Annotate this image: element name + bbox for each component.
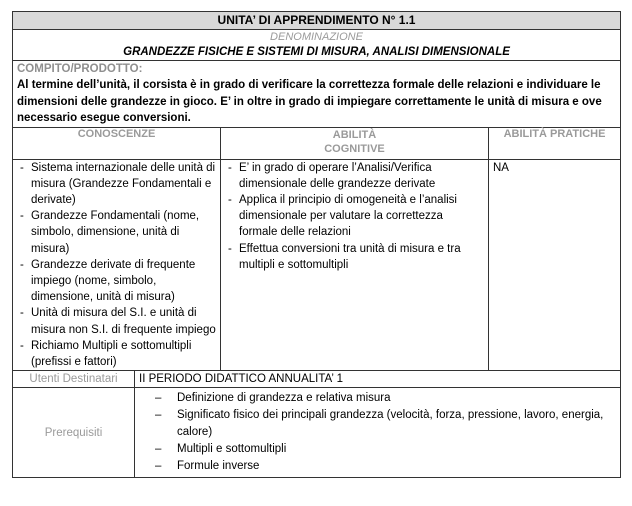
denominazione-label: DENOMINAZIONE <box>270 31 363 43</box>
list-item: - Grandezze Fondamentali (nome, simbolo, dimensione, unità di misura) <box>17 208 216 257</box>
denominazione-value: GRANDEZZE FISICHE E SISTEMI DI MISURA, ANALISI DIMENSIONALE <box>123 46 510 58</box>
abilita-cognitive-cell <box>221 159 489 371</box>
abilita-pratiche-value: NA <box>493 161 509 174</box>
list-item: - Grandezze derivate di frequente impiego (nome, simbolo, dimensione, unità di misura) <box>17 257 216 306</box>
header-abilita-cognitive-line1: ABILITÀ <box>332 128 377 141</box>
abilita-pratiche-cell <box>489 159 621 371</box>
compito-row <box>13 61 621 128</box>
list-item: – Significato fisico dei principali grandezza (velocità, forza, pressione, lavoro, energia, calore) <box>139 407 616 441</box>
list-item: – Formule inverse <box>139 458 616 475</box>
column-headers-row <box>13 127 621 159</box>
learning-unit-table <box>12 11 621 478</box>
header-conoscenze: CONOSCENZE <box>13 127 221 159</box>
list-item: - Sistema internazionale delle unità di misura (Grandezze Fondamentali e derivate) <box>17 160 216 209</box>
header-abilita-cognitive-line2: COGNITIVE <box>324 142 385 155</box>
list-item: - Unità di misura del S.I. e unità di misura non S.I. di frequente impiego <box>17 305 216 337</box>
list-item: - E’ in grado di operare l’Analisi/Verifica dimensionale delle grandezze derivate <box>225 160 484 192</box>
utenti-row <box>13 371 621 388</box>
compito-text: Al termine dell’unità, il corsista è in grado di verificare la correttezza formale delle relazioni e individuare le dimensioni delle grandezze in gioco. E’ in oltre in grado di impiegare correttamente le unità di misura e ove necessario esegue conversioni. <box>17 79 602 124</box>
denominazione-row <box>13 30 621 61</box>
list-item: – Definizione di grandezza e relativa misura <box>139 390 616 407</box>
header-abilita-cognitive <box>221 127 489 159</box>
conoscenze-list <box>17 160 216 371</box>
utenti-value: II PERIODO DIDATTICO ANNUALITA’ 1 <box>135 371 621 388</box>
list-item: - Effettua conversioni tra unità di misura e tra multipli e sottomultipli <box>225 241 484 273</box>
utenti-label: Utenti Destinatari <box>13 371 135 388</box>
abilita-cognitive-list <box>225 160 484 273</box>
conoscenze-cell <box>13 159 221 371</box>
compito-label: COMPITO/PRODOTTO: <box>17 63 143 75</box>
unit-title: UNITA’ DI APPRENDIMENTO N° 1.1 <box>13 12 621 30</box>
title-row <box>13 12 621 30</box>
prerequisiti-list <box>139 390 616 475</box>
list-item: - Richiamo Multipli e sottomultipli (prefissi e fattori) <box>17 338 216 370</box>
list-item: – Multipli e sottomultipli <box>139 441 616 458</box>
header-abilita-pratiche: ABILITÀ PRATICHE <box>489 127 621 159</box>
prerequisiti-row <box>13 388 621 478</box>
content-row <box>13 159 621 371</box>
prerequisiti-label: Prerequisiti <box>13 388 135 478</box>
list-item: - Applica il principio di omogeneità e l’analisi dimensionale per valutare la correttezza formale delle relazioni <box>225 192 484 241</box>
learning-unit-document <box>12 11 620 478</box>
prerequisiti-cell <box>135 388 621 478</box>
